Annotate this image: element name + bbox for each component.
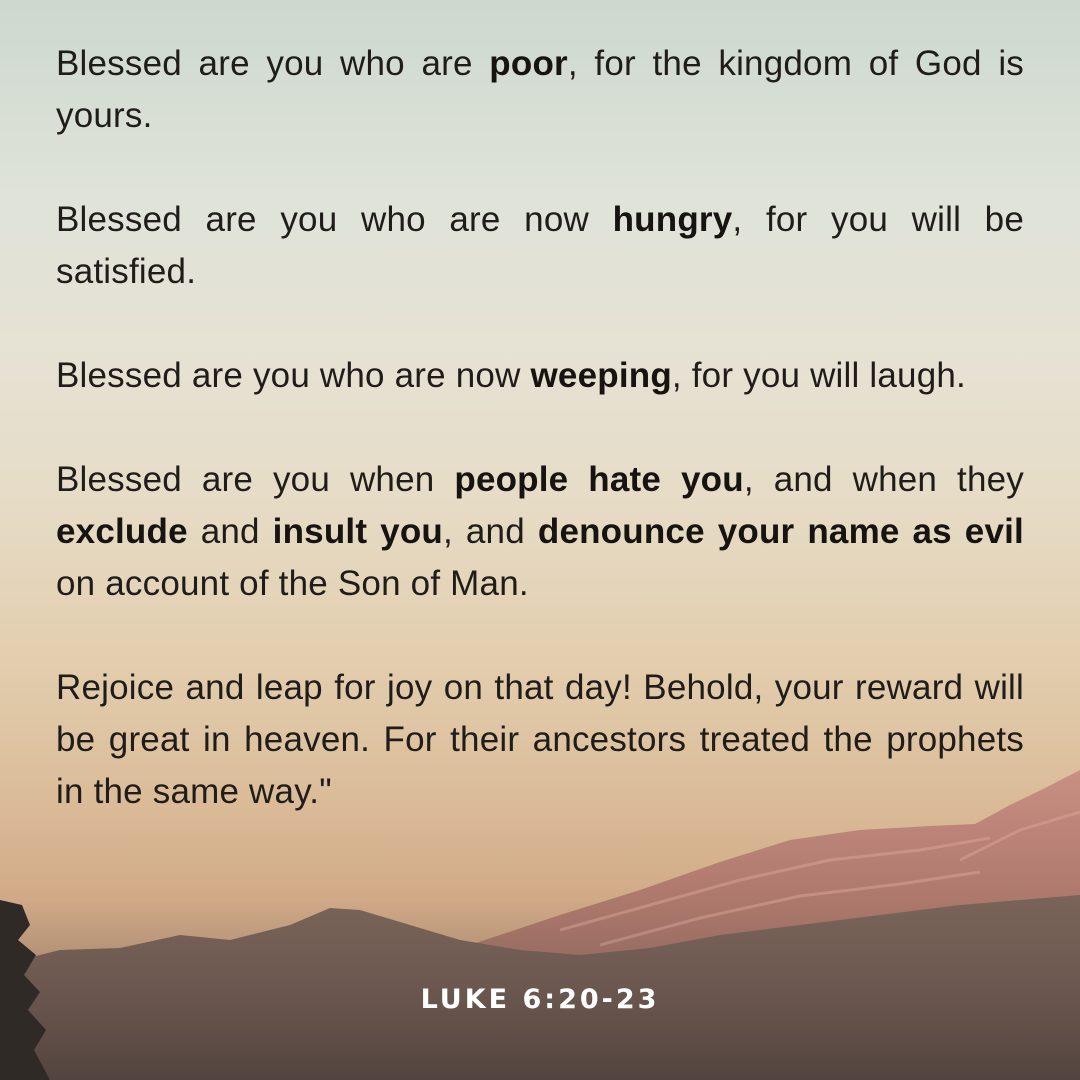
emphasis-text: exclude	[56, 512, 188, 551]
emphasis-text: denounce your name as evil	[537, 512, 1024, 551]
emphasis-text: hungry	[612, 200, 733, 239]
verse-text: Rejoice and leap for joy on that day! Behold, your reward will be great in heaven. For their ancestors treated the prophets in the same way."	[56, 668, 1024, 811]
verse-rejoice	[56, 662, 1024, 818]
verse-blessed-weeping	[56, 350, 1024, 402]
verse-text: on account of the Son of Man.	[56, 564, 529, 603]
verse-text: , for you will laugh.	[671, 356, 966, 395]
emphasis-text: insult you	[272, 512, 443, 551]
emphasis-text: weeping	[530, 356, 672, 395]
verse-text: , and	[443, 512, 538, 551]
emphasis-text: poor	[489, 44, 568, 83]
verse-text: Blessed are you when	[56, 460, 455, 499]
emphasis-text: people hate you	[454, 460, 744, 499]
verse-text: and	[187, 512, 273, 551]
verse-blessed-hungry	[56, 194, 1024, 298]
verse-text: Blessed are you who are now	[56, 200, 613, 239]
verse-text: Blessed are you who are	[56, 44, 490, 83]
verse-text: , and when they	[743, 460, 1024, 499]
verse-blessed-poor	[56, 38, 1024, 142]
verse-text: , for the kingdom of God is yours.	[56, 44, 1024, 135]
verse-blessed-hated	[56, 454, 1024, 610]
verse-text: , for you will be satisfied.	[56, 200, 1024, 291]
verse-text: Blessed are you who are now	[56, 356, 531, 395]
scripture-passage	[56, 38, 1024, 870]
scripture-reference: LUKE 6:20-23	[420, 984, 660, 1015]
